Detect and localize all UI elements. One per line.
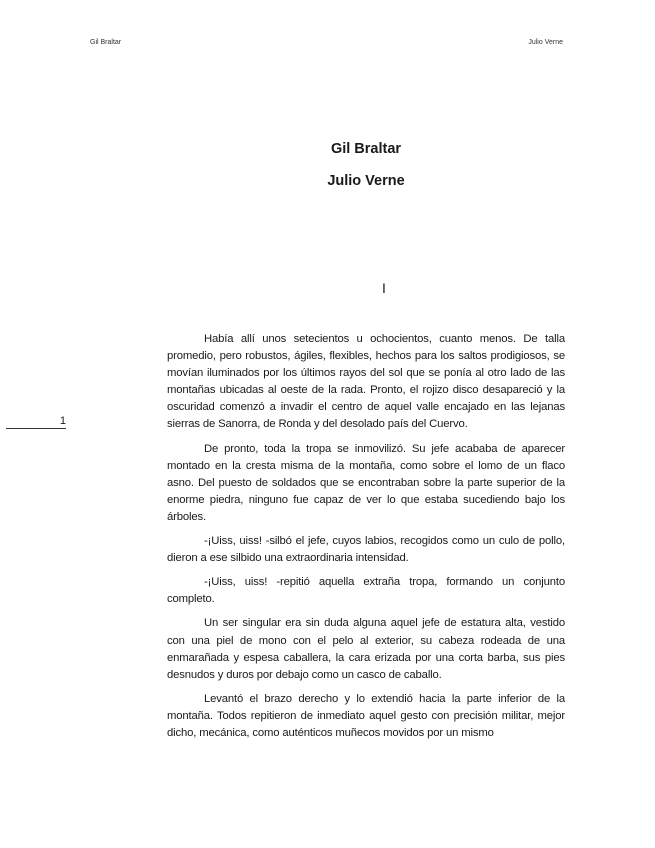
title-block bbox=[167, 140, 565, 190]
footnote-number: 1 bbox=[59, 415, 66, 427]
paragraph: -¡Uiss, uiss! -repitió aquella extraña tropa, formando un conjunto completo. bbox=[167, 576, 565, 606]
running-header-right: Julio Verne bbox=[528, 39, 563, 46]
document-title: Gil Braltar bbox=[330, 141, 402, 157]
paragraph: De pronto, toda la tropa se inmovilizó. Su jefe acababa de aparecer montado en la cresta misma de la montaña, como sobre el lomo de un flaco asno. Del puesto de soldados que se encontraban sobre la parte superior de la enorme piedra, ninguno fue capaz de ver lo que estaba sucediendo bajo los árboles. bbox=[167, 442, 565, 523]
paragraph: Un ser singular era sin duda alguna aquel jefe de estatura alta, vestido con una piel de mono con el pelo al exterior, su cabeza rodeada de una enmarañada y espesa caballera, la cara erizada por una corta barba, sus pies desnudos y duros por debajo como un casco de caballo. bbox=[167, 617, 565, 681]
paragraph: -¡Uiss, uiss! -silbó el jefe, cuyos labios, recogidos como un culo de pollo, dieron a ese silbido una extraordinaria intensidad. bbox=[167, 535, 565, 565]
document-author: Julio Verne bbox=[327, 173, 405, 189]
paragraph: Había allí unos setecientos u ochocientos, cuanto menos. De talla promedio, pero robustos, ágiles, flexibles, hechos para los saltos prodigiosos, se movían iluminados por los últimos rayos del sol que se ponía al otro lado de las montañas ubicadas al oeste de la rada. Pronto, el rojizo disco desapareció y la oscuridad comenzó a invadir el centro de aquel valle encajado en las lejanas sierras de Sanorra, de Ronda y del desolado país del Cuervo. bbox=[167, 333, 565, 431]
running-header-left: Gil Braltar bbox=[90, 39, 122, 46]
paragraph: Levantó el brazo derecho y lo extendió hacia la parte inferior de la montaña. Todos repitieron de inmediato aquel gesto con precisión militar, mejor dicho, mecánica, como auténticos muñecos movidos por un mismo bbox=[167, 692, 565, 739]
chapter-number: I bbox=[382, 280, 386, 296]
body-text bbox=[167, 331, 565, 749]
footnote-marker bbox=[6, 414, 66, 429]
